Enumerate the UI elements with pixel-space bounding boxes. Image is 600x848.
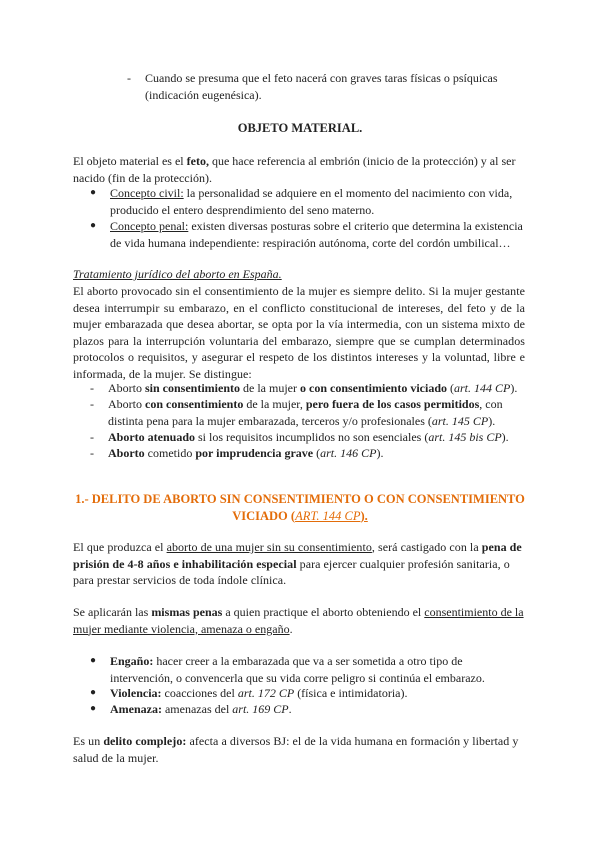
item-text (108, 429, 528, 446)
text-run: para ejercer cualquier profesión sanitaria, o para prestar servicios de toda índole clínica. (73, 556, 510, 587)
text-run: Se aplicarán las (73, 605, 152, 619)
bullet-text (110, 685, 528, 702)
item-text (108, 396, 528, 429)
legal-reference: art. 169 CP (232, 702, 289, 716)
section-heading: OBJETO MATERIAL. (237, 121, 363, 135)
dash-marker: - (127, 71, 131, 85)
term: Concepto penal: (110, 219, 189, 233)
legal-reference: art. 172 CP (237, 686, 295, 700)
objeto-intro-paragraph (73, 153, 528, 186)
legal-reference: art. 144 CP (454, 381, 511, 395)
delito-paragraph-3 (73, 733, 525, 766)
bullet-icon: ● (90, 220, 97, 231)
item-text (108, 445, 528, 462)
text-run: , será castigado con la (371, 540, 482, 554)
bold-run: sin consentimiento (145, 381, 241, 395)
legal-reference: art. 145 CP (431, 413, 489, 428)
text-run: El que produzca el (73, 540, 167, 554)
term: Engaño: (110, 654, 154, 668)
bold-run: mismas penas (151, 605, 223, 619)
delito-heading (75, 491, 525, 525)
text-run: , con distinta pena para la mujer embarazada, terceros y/o profesionales ( (108, 397, 503, 428)
text-run: ). (501, 430, 509, 444)
bullet-icon: ● (90, 187, 97, 198)
bullet-icon: ● (90, 703, 97, 714)
text-run: Aborto (108, 381, 145, 395)
term: Amenaza: (110, 702, 162, 716)
bullet-text (110, 653, 515, 686)
bold-run: delito complejo: (103, 734, 187, 748)
text-run: ). (510, 381, 518, 395)
underlined-run: aborto de una mujer sin su consentimiento (166, 540, 372, 554)
text-run: Es un (73, 734, 104, 748)
text-run: ). (488, 413, 496, 428)
text-run: El objeto material es el (73, 154, 187, 168)
bold-run: o con consentimiento viciado (300, 381, 447, 395)
text-run: amenazas del (161, 702, 233, 716)
bullet-text (110, 701, 528, 718)
text-run: de la mujer, (243, 397, 306, 411)
bold-run: pena de prisión de 4-8 años e inhabilitación especial (73, 540, 522, 571)
heading-text: 1.- DELITO DE ABORTO SIN CONSENTIMIENTO O CON CONSENTIMIENTO VICIADO ( (75, 492, 525, 523)
dash-marker: - (90, 381, 94, 395)
delito-paragraph-2 (73, 604, 528, 637)
bold-run: con consentimiento (145, 397, 244, 411)
text-run: . (289, 621, 293, 636)
tratamiento-paragraph: El aborto provocado sin el consentimiento de la mujer es siempre delito. Si la mujer gestante desea interrumpir su embarazo, en el conflicto constitucional de intereses, del feto y de la mujer embarazada que desea abortar, se opta por la vía intermedia, con un sistema mixto de plazos para la interrupción voluntaria del embarazo, siempre que se cumplan determinados protocolos o requisitos, y asegurar el respeto de los distintos intereses y la voluntad, libre e informada, de la mujer. Se distingue: (73, 284, 525, 381)
bullet-icon: ● (90, 655, 97, 666)
bold-run: por imprudencia grave (195, 446, 314, 460)
delito-paragraph-1 (73, 539, 525, 589)
term: Concepto civil: (110, 186, 184, 200)
heading-text: ). (360, 509, 368, 523)
text-run: ). (376, 446, 384, 460)
text-run: de la mujer (240, 381, 300, 395)
text-run: ( (313, 446, 321, 460)
dash-marker: - (90, 430, 94, 444)
legal-reference: art. 146 CP (320, 446, 377, 460)
item-text: Cuando se presuma que el feto nacerá con graves taras físicas o psíquicas (indicación eugenésica). (145, 71, 498, 102)
legal-reference: art. 145 bis CP (428, 430, 502, 444)
legal-reference-link[interactable]: ART. 144 CP (295, 509, 361, 523)
subsection-title: Tratamiento jurídico del aborto en España. (73, 267, 282, 281)
text-run: que hace referencia al embrión (inicio de la protección) y al ser nacido (fin de la protección). (73, 154, 516, 185)
text-run: ( (447, 381, 454, 395)
dash-marker: - (90, 397, 94, 411)
bold-run: Aborto atenuado (108, 430, 196, 444)
text-run: a quien practique el aborto obteniendo el (222, 605, 425, 619)
text-run: . (288, 702, 292, 716)
text-run: Aborto (108, 397, 145, 411)
bold-run: feto, (186, 154, 209, 168)
bullet-text (110, 218, 528, 251)
text-run: existen diversas posturas sobre el criterio que determina la existencia de vida humana independiente: respiración autónoma, corte del cordón umbilical… (110, 219, 523, 250)
text-run: afecta a diversos BJ: el de la vida humana en formación y libertad y salud de la mujer. (73, 734, 519, 765)
text-run: coacciones del (161, 686, 238, 700)
bullet-text (110, 185, 528, 218)
text-run: cometido (144, 446, 196, 460)
text-run: hacer creer a la embarazada que va a ser sometida a otro tipo de intervención, o convencerla que su vida corre peligro si continúa el embarazo. (110, 654, 485, 685)
dash-marker: - (90, 446, 94, 460)
text-run: (física e intimidatoria). (294, 686, 408, 700)
item-text (108, 380, 528, 397)
bold-run: Aborto (108, 446, 145, 460)
underlined-run: consentimiento de la mujer mediante violencia, amenaza o engaño (73, 605, 524, 636)
term: Violencia: (110, 686, 162, 700)
text-run: la personalidad se adquiere en el momento del nacimiento con vida, producido el entero desprendimiento del seno materno. (110, 186, 513, 217)
bold-run: pero fuera de los casos permitidos (305, 397, 480, 411)
text-run: si los requisitos incumplidos no son esenciales ( (195, 430, 429, 444)
bullet-icon: ● (90, 687, 97, 698)
